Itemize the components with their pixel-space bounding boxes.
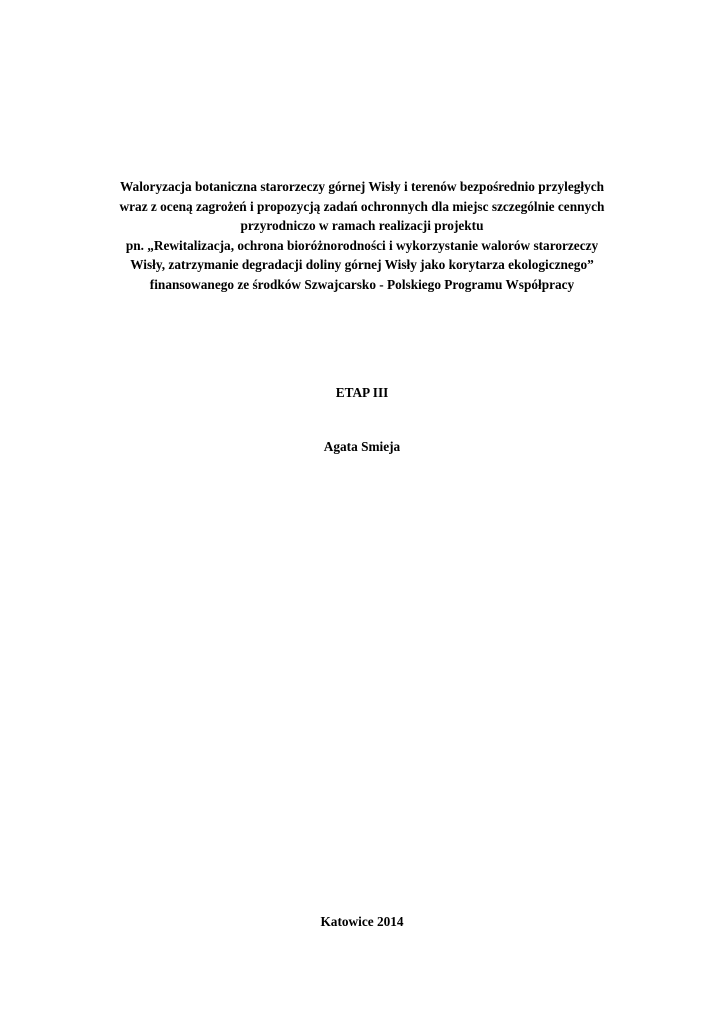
title-line-6: finansowanego ze środków Szwajcarsko - Polskiego Programu Współpracy (149, 276, 575, 292)
author-name: Agata Smieja (323, 439, 401, 454)
title-line-1: Waloryzacja botaniczna starorzeczy górnej Wisły i terenów bezpośrednio przyległych (119, 179, 605, 194)
title-line-3: przyrodniczo w ramach realizacji projektu (240, 218, 484, 234)
title-line-4: pn. „Rewitalizacja, ochrona bioróżnorodności i wykorzystanie walorów starorzeczy (125, 237, 599, 253)
place-and-date: Katowice 2014 (320, 914, 404, 929)
stage-label: ETAP III (335, 385, 389, 400)
document-title (60, 177, 664, 295)
title-line-5: Wisły, zatrzymanie degradacji doliny górnej Wisły jako korytarza ekologicznego” (130, 257, 594, 273)
title-line-2: wraz z oceną zagrożeń i propozycją zadań ochronnych dla miejsc szczególnie cennych (119, 198, 605, 214)
